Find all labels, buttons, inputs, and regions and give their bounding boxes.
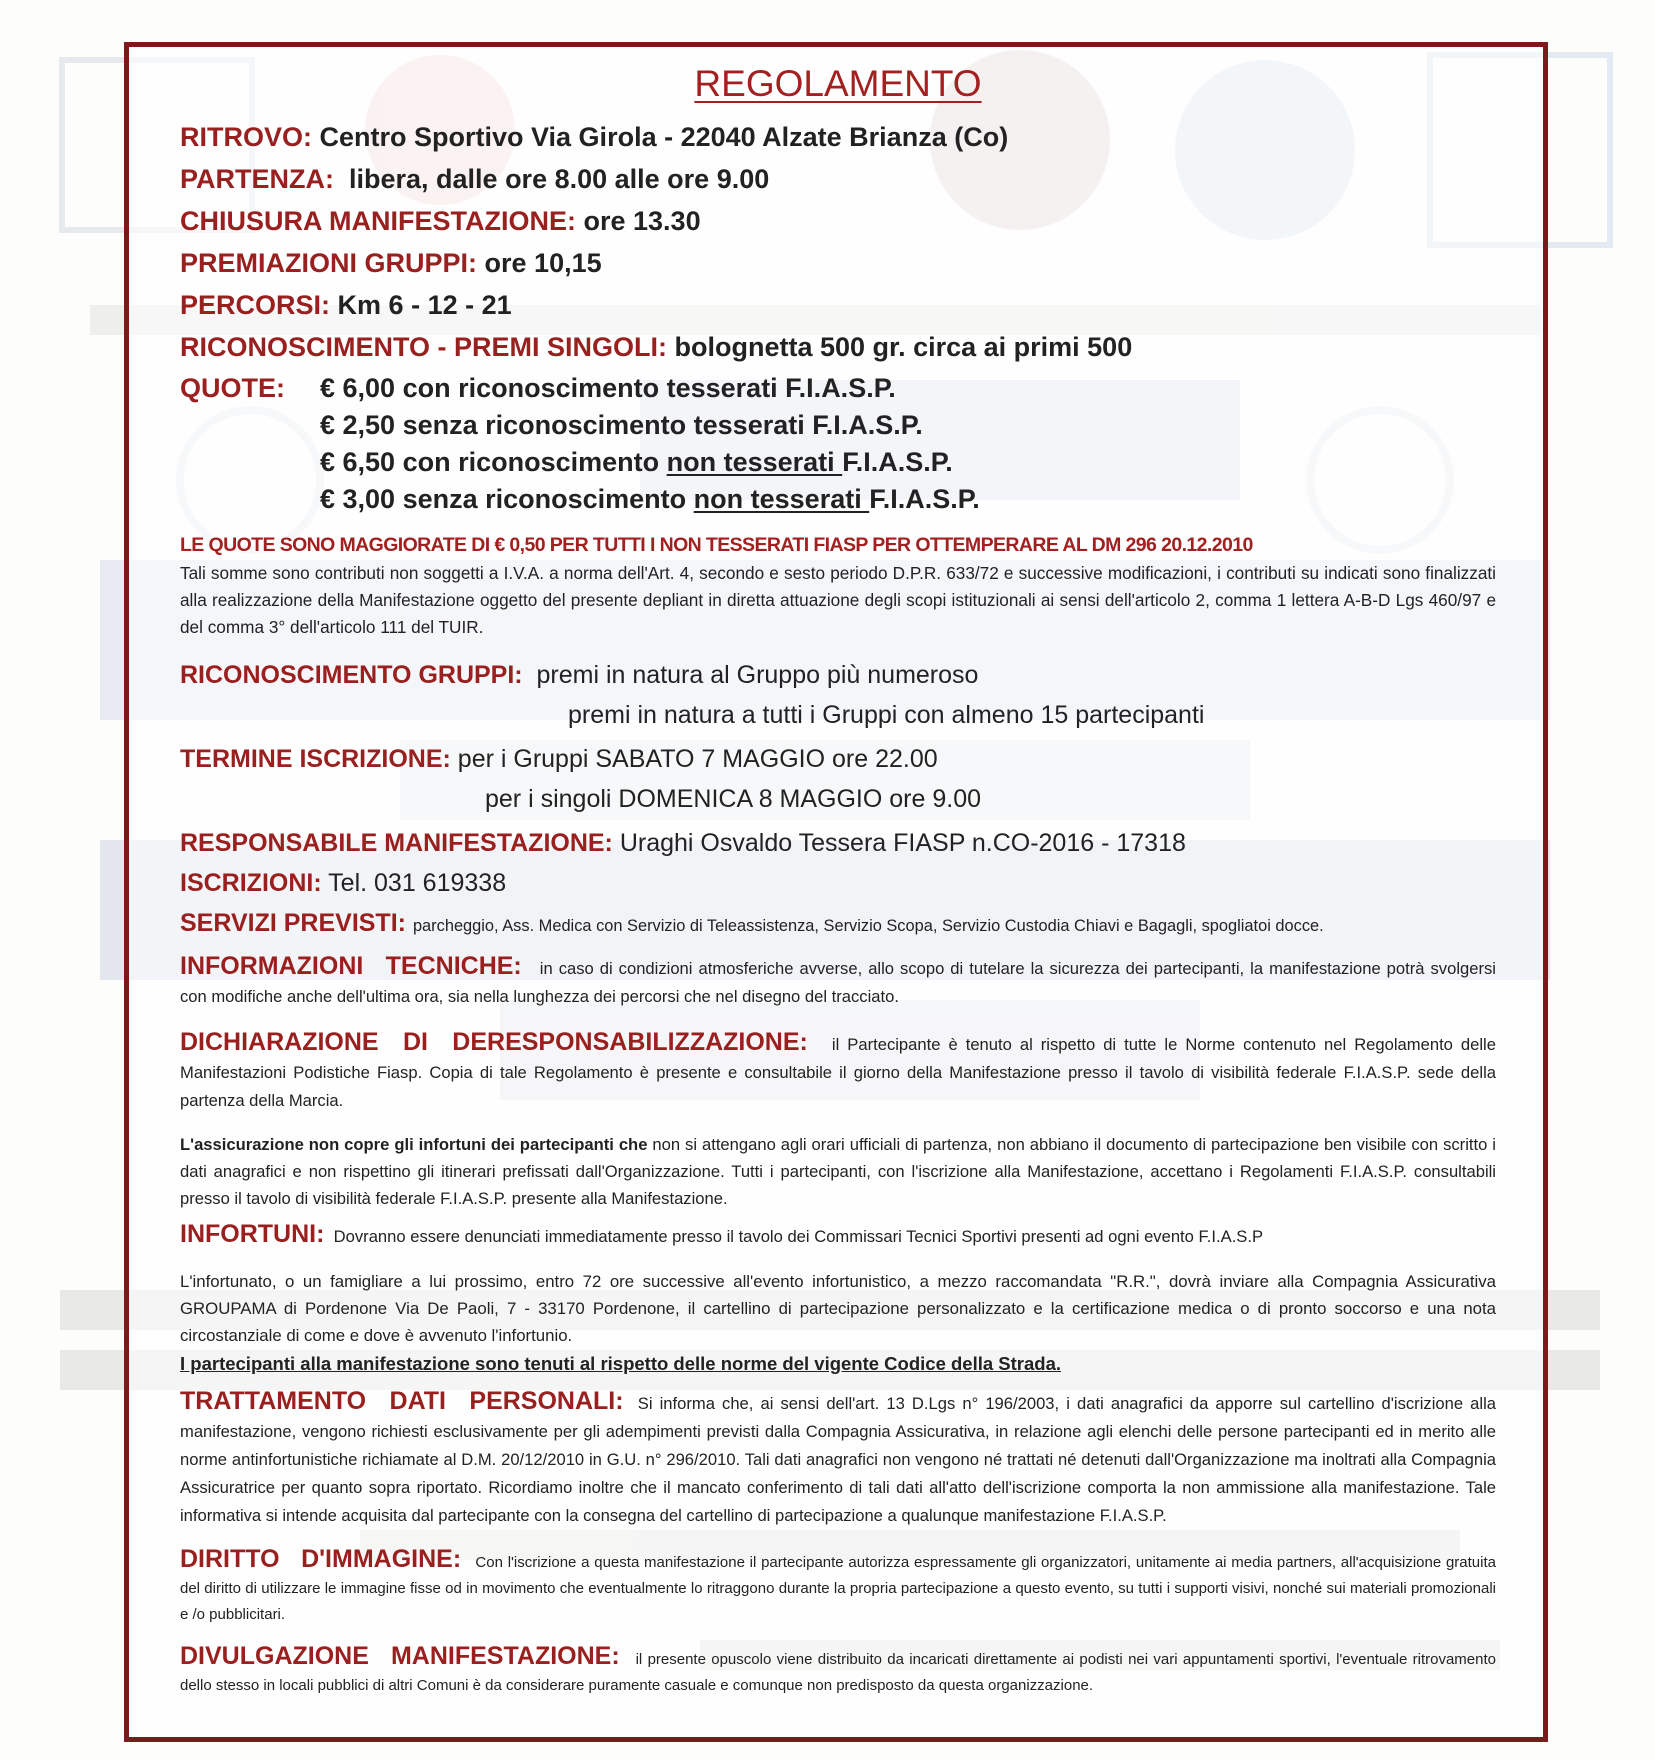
trattamento-block (180, 1387, 1496, 1530)
quote-row (180, 370, 1496, 407)
quote-row (180, 444, 1496, 481)
informazioni-block (180, 952, 1496, 1011)
iscrizioni-label: ISCRIZIONI: (180, 869, 322, 897)
servizi-row (180, 903, 1496, 946)
servizi-label: SERVIZI PREVISTI: (180, 909, 406, 937)
ritrovo-value: Centro Sportivo Via Girola - 22040 Alzate Brianza (Co) (319, 122, 1009, 152)
dichiarazione-block (180, 1028, 1496, 1115)
diritto-label: DIRITTO D'IMMAGINE: (180, 1545, 462, 1574)
quote-row (180, 481, 1496, 518)
quote-post: F.I.A.S.P. (842, 447, 953, 477)
termine-row (180, 739, 1496, 779)
percorsi-label: PERCORSI: (180, 290, 331, 320)
divulgazione-label: DIVULGAZIONE MANIFESTAZIONE: (180, 1642, 620, 1671)
codice-strada-note: I partecipanti alla manifestazione sono tenuti al rispetto delle norme del vigente Codice della Strada. (180, 1352, 1062, 1374)
quote-underlined: non tesserati (693, 484, 870, 514)
premiazioni-label: PREMIAZIONI GRUPPI: (180, 248, 478, 278)
premiazioni-value: ore 10,15 (484, 248, 602, 278)
riconoscimento-label: RICONOSCIMENTO - PREMI SINGOLI: (180, 332, 668, 362)
responsabile-label: RESPONSABILE MANIFESTAZIONE: (180, 829, 613, 857)
quote-pre: € 6,00 con riconoscimento tesserati F.I.A.S.P. (320, 373, 896, 403)
gruppi-line1: premi in natura al Gruppo più numeroso (536, 661, 979, 689)
riconoscimento-value: bolognetta 500 gr. circa ai primi 500 (674, 332, 1133, 362)
assicurazione-bold: L'assicurazione non copre gli infortuni dei partecipanti che (180, 1135, 648, 1155)
termine-line1: per i Gruppi SABATO 7 MAGGIO ore 22.00 (457, 745, 938, 773)
gruppi-row (180, 655, 1496, 695)
termine-block (180, 739, 1496, 819)
page-title: REGOLAMENTO (694, 63, 982, 104)
percorsi-value: Km 6 - 12 - 21 (337, 290, 512, 320)
gruppi-block (180, 655, 1496, 735)
quote-row (180, 407, 1496, 444)
dichiarazione-value: il Partecipante è tenuto al rispetto di tutte le Norme contenuto nel Regolamento delle Manifestazioni Podistiche Fiasp. Copia di tale Regolamento è presente e consultabile il giorno della Manifestazione presso il tavolo di visibilità federale F.I.A.S.P. sede della partenza della Marcia. (180, 1034, 1496, 1110)
chiusura-label: CHIUSURA MANIFESTAZIONE: (180, 206, 576, 236)
ritrovo-row (180, 116, 1496, 158)
gruppi-line2: premi in natura a tutti i Gruppi con almeno 15 partecipanti (568, 701, 1205, 729)
divulgazione-value: il presente opuscolo viene distribuito da incaricati direttamente ai podisti nei vari appuntamenti sportivi, l'eventuale ritrovamento dello stesso in locali pubblici di altri Comuni è da considerare puramente casuale e comunque non predisposto da questa organizzazione. (180, 1651, 1496, 1695)
assicurazione-value: non si attengano agli orari ufficiali di partenza, non abbiano il documento di partecipazione ben visibile con scritto i dati anagrafici e non rispettino gli itinerari prefissati dall'Organizzazione. Tutti i partecipanti, con l'iscrizione alla Manifestazione, accettano i Regolamenti F.I.A.S.P. consultabili presso il tavolo di visibilità federale F.I.A.S.P. presente alla Manifestazione. (180, 1135, 1496, 1209)
termine-line2: per i singoli DOMENICA 8 MAGGIO ore 9.00 (485, 785, 982, 813)
assicurazione-block (180, 1131, 1496, 1212)
diritto-value: Con l'iscrizione a questa manifestazione il partecipante autorizza espressamente gli organizzatori, unitamente ai media partners, all'acquisizione gratuita del diritto di utilizzare le immagine fisse od in movimento che eventualmente lo ritraggono durante la propria partecipazione a questo evento, su tutti i supporti visivi, nonché sui materiali promozionali e /o pubblicitari. (180, 1554, 1496, 1624)
quote-underlined: non tesserati (666, 447, 843, 477)
premiazioni-row (180, 242, 1496, 284)
riconoscimento-row (180, 326, 1496, 368)
iscrizioni-row (180, 863, 1496, 903)
quote-pre: € 6,50 con riconoscimento (320, 447, 667, 477)
partenza-value: libera, dalle ore 8.00 alle ore 9.00 (349, 164, 770, 194)
tax-note: Tali somme sono contributi non soggetti a I.V.A. a norma dell'Art. 4, secondo e sesto periodo D.P.R. 633/72 e successive modificazioni, i contributi su indicati sono finalizzati alla realizzazione della Manifestazione oggetto del presente depliant in diretta attuazione degli scopi istituzionali ai sensi dell'articolo 2, comma 1 lettera A-B-D Lgs 460/97 e del comma 3° dell'articolo 111 del TUIR. (180, 563, 1496, 637)
responsabile-row (180, 823, 1496, 863)
ritrovo-label: RITROVO: (180, 122, 312, 152)
gruppi-label: RICONOSCIMENTO GRUPPI: (180, 661, 523, 689)
quote-block (180, 370, 1496, 518)
infortuni-para: L'infortunato, o un famigliare a lui prossimo, entro 72 ore successive all'evento infortunistico, a mezzo raccomandata "R.R.", dovrà inviare alla Compagnia Assicurativa GROUPAMA di Pordenone Via De Paoli, 7 - 33170 Pordenone, il cartellino di partecipazione personalizzato e la certificazione medica o di pronto soccorso e una nota circostanziale di come e dove è avvenuto l'infortunio. (180, 1271, 1496, 1345)
diritto-block (180, 1546, 1496, 1628)
informazioni-value: in caso di condizioni atmosferiche avverse, allo scopo di tutelare la sicurezza dei partecipanti, la manifestazione potrà svolgersi con modifiche anche dell'ultima ora, sia nella lunghezza dei percorsi che nel disegno del tracciato. (180, 959, 1496, 1006)
dichiarazione-label: DICHIARAZIONE DI DERESPONSABILIZZAZIONE: (180, 1027, 808, 1056)
termine-label: TERMINE ISCRIZIONE: (180, 745, 451, 773)
chiusura-row (180, 200, 1496, 242)
trattamento-value: Si informa che, ai sensi dell'art. 13 D.Lgs n° 196/2003, i dati anagrafici da apporre sul cartellino d'iscrizione alla manifestazione, vengono richiesti esclusivamente per gli adempimenti previsti dalla Compagnia Assicurativa, in relazione agli elenchi delle persone partecipanti ed in merito alle norme antinfortunistiche richiamate al D.M. 20/12/2010 in G.U. n° 296/2010. Tali dati anagrafici non vengono né trattati né detenuti dall'Organizzazione ma inoltrati alla Compagnia Assicuratrice per quanto sopra riportato. Ricordiamo inoltre che il mancato conferimento di tali dati all'atto dell'iscrizione comporta la non ammissione alla manifestazione. Tale informativa si intende acquisita dal partecipante con la consegna del cartellino di partecipazione a qualunque manifestazione F.I.A.S.P. (180, 1393, 1496, 1525)
partenza-row (180, 158, 1496, 200)
infortuni-value: Dovranno essere denunciati immediatamente presso il tavolo dei Commissari Tecnici Sportivi presenti ad ogni evento F.I.A.S.P (333, 1227, 1264, 1247)
quote-pre: € 2,50 senza riconoscimento tesserati F.I.A.S.P. (320, 410, 923, 440)
divulgazione-block (180, 1643, 1496, 1699)
trattamento-label: TRATTAMENTO DATI PERSONALI: (180, 1386, 624, 1415)
quote-post: F.I.A.S.P. (869, 484, 980, 514)
percorsi-row (180, 284, 1496, 326)
iscrizioni-value: Tel. 031 619338 (328, 869, 507, 897)
partenza-label: PARTENZA: (180, 164, 334, 194)
infortuni-label: INFORTUNI: (180, 1220, 325, 1249)
infortuni-block (180, 1220, 1496, 1251)
regolamento-content (180, 58, 1496, 1714)
responsabile-value: Uraghi Osvaldo Tessera FIASP n.CO-2016 - 17318 (619, 829, 1186, 857)
servizi-value: parcheggio, Ass. Medica con Servizio di Teleassistenza, Servizio Scopa, Servizio Custodia Chiavi e Bagagli, spogliatoi docce. (412, 917, 1324, 935)
quote-label: QUOTE: (180, 373, 285, 403)
surcharge-warning: LE QUOTE SONO MAGGIORATE DI € 0,50 PER TUTTI I NON TESSERATI FIASP PER OTTEMPERARE AL DM 296 20.12.2010 (180, 534, 1253, 556)
chiusura-value: ore 13.30 (583, 206, 701, 236)
informazioni-label: INFORMAZIONI TECNICHE: (180, 952, 522, 980)
quote-pre: € 3,00 senza riconoscimento (320, 484, 694, 514)
